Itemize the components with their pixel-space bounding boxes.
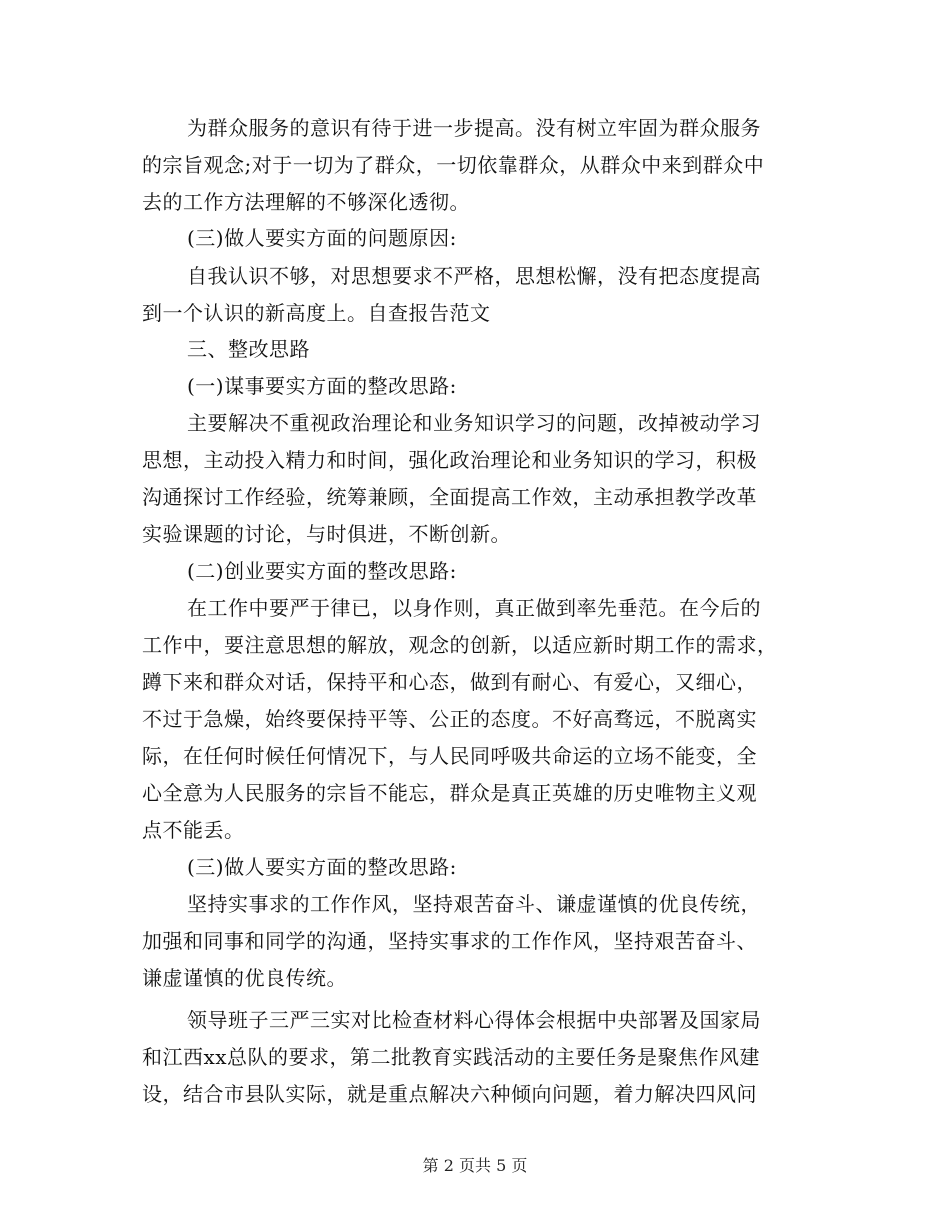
section-heading: 三、整改思路 bbox=[187, 337, 310, 361]
text-line: 实验课题的讨论，与时俱进，不断创新。 bbox=[142, 522, 511, 546]
text-line: 点不能丢。 bbox=[142, 818, 245, 842]
page-number-footer: 第 2 页共 5 页 bbox=[422, 1156, 528, 1175]
text-line: 为群众服务的意识有待于进一步提高。没有树立牢固为群众服务 bbox=[187, 116, 761, 140]
text-line: 沟通探讨工作经验，统筹兼顾，全面提高工作效，主动承担教学改革 bbox=[142, 485, 757, 509]
text-line: 坚持实事求的工作作风，坚持艰苦奋斗、谦虚谨慎的优良传统， bbox=[187, 892, 761, 916]
text-line: 心全意为人民服务的宗旨不能忘，群众是真正英雄的历史唯物主义观 bbox=[142, 781, 757, 805]
text-line: 的宗旨观念;对于一切为了群众，一切依靠群众，从群众中来到群众中 bbox=[142, 153, 765, 177]
text-line: 去的工作方法理解的不够深化透彻。 bbox=[142, 190, 470, 214]
text-line: 谦虚谨慎的优良传统。 bbox=[142, 966, 347, 990]
section-heading: (三)做人要实方面的问题原因: bbox=[187, 226, 457, 250]
text-line: 领导班子三严三实对比检查材料心得体会根据中央部署及国家局 bbox=[187, 1008, 761, 1032]
section-heading: (三)做人要实方面的整改思路: bbox=[187, 855, 457, 879]
text-line: 思想，主动投入精力和时间，强化政治理论和业务知识的学习，积极 bbox=[142, 448, 757, 472]
text-line: 设，结合市县队实际，就是重点解决六种倾向问题，着力解决四风问 bbox=[142, 1082, 757, 1106]
section-heading: (一)谋事要实方面的整改思路: bbox=[187, 374, 457, 398]
section-heading: (二)创业要实方面的整改思路: bbox=[187, 559, 457, 583]
text-line: 加强和同事和同学的沟通，坚持实事求的工作作风，坚持艰苦奋斗、 bbox=[142, 929, 757, 953]
text-line: 主要解决不重视政治理论和业务知识学习的问题，改掉被动学习 bbox=[187, 411, 761, 435]
text-line: 到一个认识的新高度上。自查报告范文 bbox=[142, 301, 491, 325]
text-line: 和江西xx总队的要求，第二批教育实践活动的主要任务是聚焦作风建 bbox=[142, 1045, 761, 1069]
text-line: 际，在任何时候任何情况下，与人民同呼吸共命运的立场不能变，全 bbox=[142, 744, 757, 768]
text-line: 蹲下来和群众对话，保持平和心态，做到有耐心、有爱心，又细心， bbox=[142, 670, 757, 694]
text-line: 不过于急燥，始终要保持平等、公正的态度。不好高骛远，不脱离实 bbox=[142, 707, 757, 731]
text-line: 工作中，要注意思想的解放，观念的创新，以适应新时期工作的需求， bbox=[142, 633, 778, 657]
text-line: 自我认识不够，对思想要求不严格，思想松懈，没有把态度提高 bbox=[187, 264, 761, 288]
text-line: 在工作中要严于律已，以身作则，真正做到率先垂范。在今后的 bbox=[187, 596, 761, 620]
